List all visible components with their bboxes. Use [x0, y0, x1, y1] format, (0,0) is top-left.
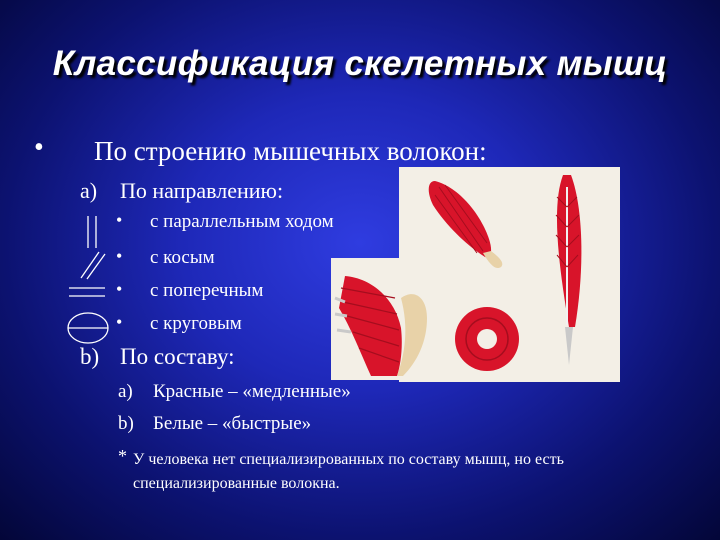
composition-red: Красные – «медленные»: [153, 381, 351, 402]
composition-white: Белые – «быстрые»: [153, 413, 312, 434]
main-point-text: По строению мышечных волокон:: [94, 136, 487, 166]
composition-marker: b): [118, 413, 134, 434]
section-a-marker: a): [80, 178, 98, 203]
circle-ring-icon: [68, 313, 108, 343]
slide-title: Классификация скелетных мышц: [52, 44, 668, 83]
direction-bullet: •: [116, 246, 123, 266]
direction-circular: с круговым: [150, 313, 242, 334]
footnote-text: У человека нет специализированных по составу мышц, но есть специализированные волокна.: [133, 451, 564, 492]
fiber-direction-icons: [64, 212, 114, 352]
composition-marker: a): [118, 381, 133, 402]
fusiform-muscle-image: [429, 181, 503, 268]
direction-bullet: •: [116, 312, 123, 332]
transverse-lines-icon: [69, 288, 105, 296]
pennate-muscle-image: [556, 175, 581, 365]
section-a-label: По направлению:: [120, 178, 284, 203]
section-b-marker: b): [80, 344, 100, 369]
oblique-lines-icon: [81, 252, 105, 279]
direction-bullet: •: [116, 210, 123, 230]
circular-muscle-image: [455, 307, 519, 371]
footnote-marker: *: [118, 446, 127, 466]
direction-bullet: •: [116, 279, 123, 299]
direction-transverse: с поперечным: [150, 280, 264, 301]
transverse-muscle-illustration: [331, 258, 441, 380]
direction-oblique: с косым: [150, 247, 215, 268]
parallel-lines-icon: [88, 216, 96, 248]
main-bullet: •: [34, 132, 44, 163]
direction-parallel: с параллельным ходом: [150, 211, 334, 232]
section-b-label: По составу:: [120, 344, 235, 369]
